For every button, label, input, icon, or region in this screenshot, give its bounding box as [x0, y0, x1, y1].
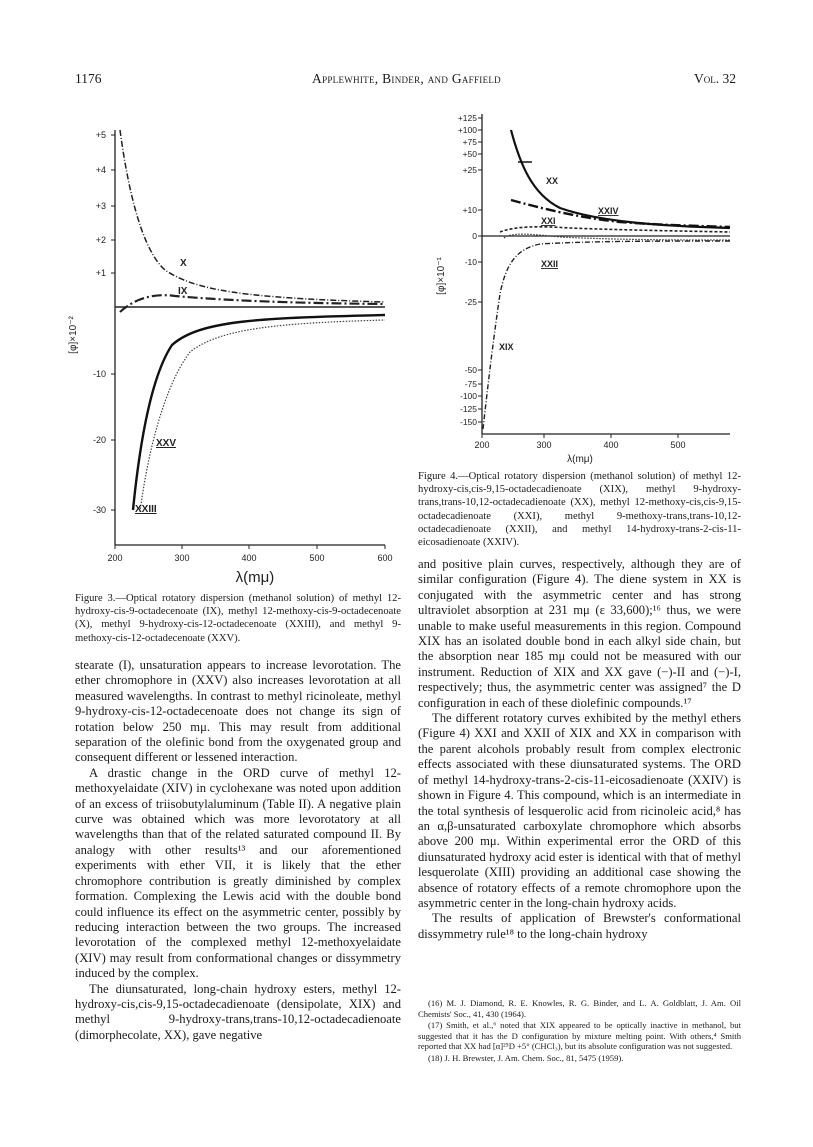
figure-3-plot	[60, 120, 400, 590]
fig3-curve-xxiii	[140, 320, 385, 512]
fig4-ylabel: [φ]×10⁻¹	[436, 257, 447, 295]
volume-label: Vol. 32	[694, 71, 736, 86]
fig3-ytick: +2	[95, 235, 106, 245]
fig4-ytick: +75	[462, 137, 477, 147]
fig3-ytick: -30	[92, 505, 106, 515]
footnote: (18) J. H. Brewster, J. Am. Chem. Soc., 81, 5475 (1959).	[428, 1052, 624, 1063]
figure-4-caption: Figure 4.—Optical rotatory dispersion (methanol solution) of methyl 12-hydroxy-cis,cis-9,15-octadecadienoate (XIX), methyl 9-hydroxy-trans,trans-10,12-octadecadienoate (XX), methyl 12-methoxy-cis,cis-9,15-octadecadienoate (XXI), methyl 9-methoxy-trans,trans-10,12-octadecadienoate (XXII), and methyl 14-hydroxy-trans-2-cis-11-eicosadienoate (XXIV).	[418, 471, 741, 549]
fig4-ytick: 0	[472, 231, 477, 241]
fig4-ytick: -125	[459, 404, 477, 414]
fig4-ytick: +50	[462, 149, 477, 159]
fig3-ytick: -20	[92, 435, 106, 445]
right-column-text	[418, 557, 741, 942]
fig3-ytick: -10	[92, 369, 106, 379]
fig4-curve-xix	[483, 241, 730, 429]
fig3-label-xxiii: XXIII	[135, 504, 157, 515]
fig4-ytick: -100	[459, 391, 477, 401]
fig3-xtick: 300	[174, 553, 190, 563]
fig4-label-xxi: XXI	[541, 216, 556, 226]
paragraph: The diunsaturated, long-chain hydroxy esters, methyl 12-hydroxy-cis,cis-9,15-octadecadienoate (densipolate, XIX) and methyl 9-hydroxy-trans,trans-10,12-octadecadienoate (dimorphecolate, XX), gave negative	[75, 981, 401, 1042]
paragraph: and positive plain curves, respectively, although they are of similar configuration (Figure 4). The diene system in XX is conjugated with the asymmetric center and has strong ultraviolet absorption at 231 mμ (ε 33,600);¹⁶ thus, we were unable to make useful measurements in this region. Compound XIX has an isolated double bond in each alkyl side chain, but the absorption near 185 mμ could not be measured with our instrument. Reduction of XIX and XX gave (−)-II and (−)-I, respectively; thus, the asymmetric center was assigned⁷ the D configuration in each of these diolefinic compounds.¹⁷	[418, 557, 741, 710]
fig3-xtick: 200	[107, 553, 123, 563]
figure-3-caption: Figure 3.—Optical rotatory dispersion (methanol solution) of methyl 12-hydroxy-cis-9-octadecenoate (IX), methyl 12-methoxy-cis-9-octadecenoate (X), methyl 9-hydroxy-cis-12-octadecenoate (XXIII), and methyl 9-methoxy-cis-12-octadecenoate (XXV).	[75, 593, 401, 644]
fig4-ytick: +125	[457, 113, 477, 123]
footnote: (16) M. J. Diamond, R. E. Knowles, R. G. Binder, and L. A. Goldblatt, J. Am. Oil Chemists' Soc., 41, 430 (1964).	[418, 998, 741, 1019]
paragraph: The different rotatory curves exhibited by the methyl ethers (Figure 4) XXI and XXII of XIX and XX in comparison with the parent alcohols probably result from complex electronic effects associated with these diunsaturated systems. The ORD of methyl 14-hydroxy-trans-2-cis-11-eicosadienoate (XXIV) is shown in Figure 4. This compound, which is an intermediate in the total synthesis of lesquerolic acid from ricinoleic acid,⁸ has an α,β-unsaturated carboxylate chromophore which absorbs above 200 mμ. Within experimental error the ORD of this diunsaturated hydroxy acid ester is identical with that of methyl lesquerolate (XIII) providing an additional case showing the absence of rotatory effects of a remote chromophore upon the asymmetric center in the long-chain hydroxy acids.	[418, 711, 741, 910]
fig4-label-xxii: XXII	[541, 259, 559, 269]
fig3-curve-ix	[120, 295, 385, 312]
paragraph: A drastic change in the ORD curve of methyl 12-methoxyelaidate (XIV) in cyclohexane was noted upon addition of an excess of triisobutylaluminum (Table II). A negative plain curve was obtained which was more levorotatory at all wavelengths than that of the related saturated compound II. By analogy with other results¹³ and our aforementioned experiments with ether VII, it is likely that the ether chromophore contribution is greatly diminished by complex formation. Complexing the Lewis acid with the double bond could influence its effect on the asymmetric center, possibly by reducing interaction between the two groups. The increased levorotation of the complexed methyl 12-methoxyelaidate (XIV) may result from conformational changes or dissymmetry induced by the complex.	[75, 765, 401, 981]
fig3-xtick: 500	[309, 553, 325, 563]
fig4-ytick: +100	[457, 125, 477, 135]
fig3-xtick: 600	[377, 553, 393, 563]
fig4-xtick: 300	[536, 440, 552, 450]
running-title: Applewhite, Binder, and Gaffield	[312, 71, 501, 86]
fig3-label-ix: IX	[178, 286, 188, 297]
fig4-ytick: +10	[462, 205, 477, 215]
fig4-xtick: 500	[670, 440, 686, 450]
fig4-ytick: -25	[464, 297, 477, 307]
fig3-curve-xxv	[133, 315, 385, 510]
fig4-label-xix: XIX	[499, 342, 514, 352]
paragraph: The results of application of Brewster's conformational dissymmetry rule¹⁸ to the long-chain hydroxy	[418, 911, 741, 941]
fig3-label-xxv: XXV	[156, 438, 177, 449]
fig3-xtick: 400	[241, 553, 257, 563]
fig4-ytick: -150	[459, 417, 477, 427]
figure-4-plot	[420, 104, 740, 468]
fig4-ytick: -10	[464, 257, 477, 267]
fig3-ytick: +5	[95, 130, 106, 140]
fig4-curve-xx	[511, 130, 730, 228]
fig3-xlabel: λ(mμ)	[235, 569, 275, 586]
left-column-text	[75, 658, 401, 1043]
fig4-xtick: 400	[603, 440, 619, 450]
fig4-curve-xxii	[504, 234, 730, 240]
fig3-ytick: +4	[95, 165, 106, 175]
footnote: (17) Smith, et al.,⁶ noted that XIX appeared to be optically inactive in methanol, but suggested that it has the D configuration by mixture melting point. With others,⁴ Smith reported that XX had [α]²⁵D +5° (CHCl₃), but its absolute configuration was not suggested.	[418, 1020, 741, 1052]
fig3-ylabel: [φ]×10⁻²	[68, 316, 79, 354]
fig3-ytick: +1	[95, 268, 106, 278]
fig4-xtick: 200	[474, 440, 490, 450]
fig3-curve-x	[120, 130, 385, 302]
page-number: 1176	[75, 71, 102, 86]
fig3-label-x: X	[180, 258, 187, 269]
fig4-label-xxiv: XXIV	[598, 206, 619, 216]
fig4-xlabel: λ(mμ)	[567, 454, 593, 465]
fig4-ytick: -75	[464, 379, 477, 389]
fig4-label-xx: XX	[546, 176, 559, 186]
fig4-ytick: +25	[462, 165, 477, 175]
fig4-ytick: -50	[464, 365, 477, 375]
fig3-ytick: +3	[95, 201, 106, 211]
footnotes	[418, 998, 741, 1065]
paragraph: stearate (I), unsaturation appears to increase levorotation. The ether chromophore in (XXV) also increases levorotation at all measured wavelengths. In contrast to methyl ricinoleate, methyl 9-hydroxy-cis-12-octadecenoate does not change its sign of rotation below 250 mμ. This may result from additional separation of the olefinic bond from the oxygenated group and consequent different or lessened interaction.	[75, 658, 401, 765]
